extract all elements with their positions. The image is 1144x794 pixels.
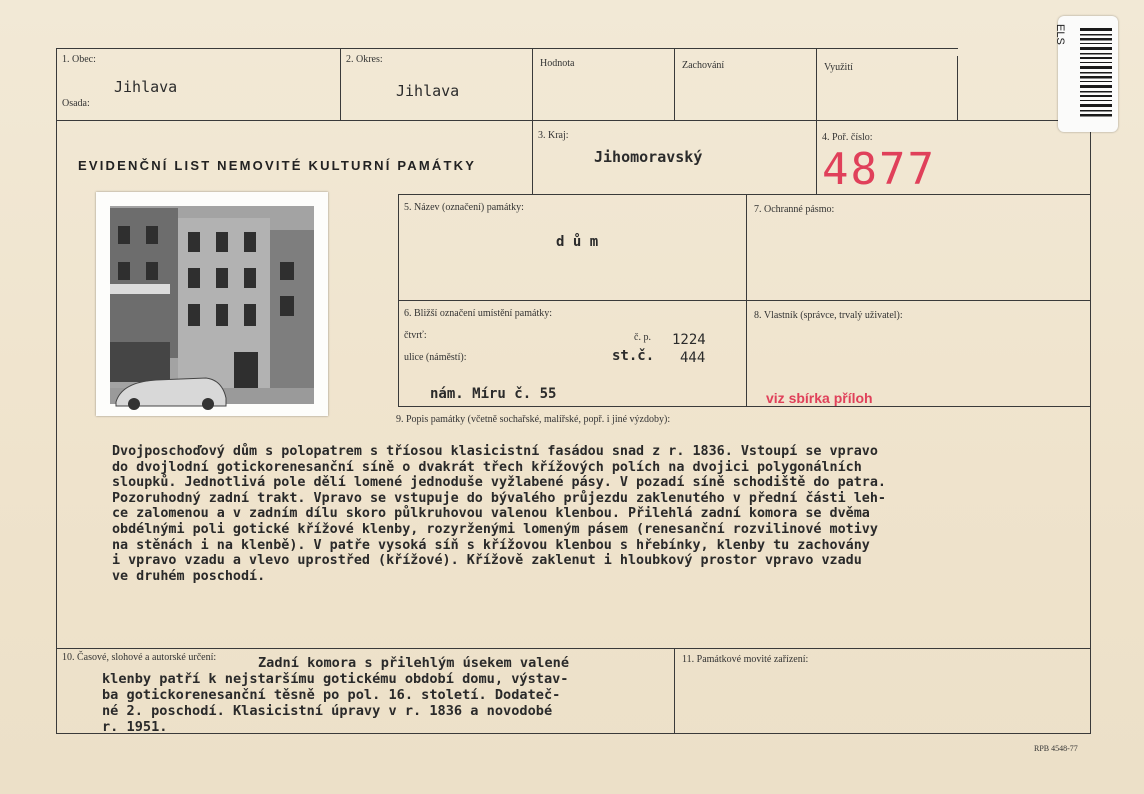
- casove-label: 10. Časové, slohové a autorské určení:: [62, 652, 217, 663]
- vlastnik-label: 8. Vlastník (správce, trvalý uživatel):: [754, 310, 903, 321]
- movite-label: 11. Památkové movité zařízení:: [682, 654, 809, 665]
- popis-line: ce zalomenou a v zadním dílu skoro půlkruhovou valenou klenbou. Přilehlá zadní komora se dvěma: [112, 506, 870, 522]
- rule-col-right-top: [957, 56, 958, 120]
- rule-header-bottom: [56, 120, 1090, 121]
- por-cislo-value: 4877: [822, 144, 936, 195]
- popis-line: i vpravo vzadu a vlevo uprostřed (křížové). Křížově zaklenut i hloubkový prostor vpravo vzadu: [112, 553, 862, 569]
- cp-value: 1224: [672, 332, 706, 348]
- address-value: nám. Míru č. 55: [430, 386, 557, 402]
- rule-col-okres: [340, 48, 341, 120]
- ochranne-pasmo-label: 7. Ochranné pásmo:: [754, 204, 835, 215]
- els-barcode-label: [1058, 16, 1118, 132]
- rule-right: [1090, 120, 1091, 734]
- hodnota-label: Hodnota: [540, 58, 575, 69]
- casove-line: klenby patří k nejstaršímu gotickému období domu, výstav-: [102, 671, 569, 687]
- obec-value: Jihlava: [114, 78, 178, 96]
- rule-col-zachovani: [674, 48, 675, 120]
- building-photo: [96, 192, 328, 416]
- kraj-label: 3. Kraj:: [538, 130, 569, 141]
- casove-line: né 2. poschodí. Klasicistní úpravy v r. 1836 a novodobé: [102, 703, 553, 719]
- popis-line: Pozoruhodný zadní trakt. Vpravo se vstupuje do bývalého průjezdu zaklenutého v přední části leh-: [112, 490, 886, 506]
- okres-label: 2. Okres:: [346, 54, 383, 65]
- rule-kraj-bottom: [398, 194, 1090, 195]
- nazev-label: 5. Název (označení) památky:: [404, 202, 524, 213]
- umisteni-label: 6. Bližší označení umístění památky:: [404, 308, 553, 319]
- footer-code: RPB 4548-77: [1034, 744, 1078, 753]
- els-label-text: ELS: [1054, 24, 1066, 45]
- popis-line: do dvojlodní gotickorenesanční síně o dvakrát třech křížových polích na dvojici polygonálních: [112, 459, 862, 475]
- rule-box-midline: [398, 300, 1090, 301]
- popis-line: sloupků. Jednotlivá pole dělí lomené jednoduše vyžlabené pásy. V pozadí síně schodiště do patra.: [112, 475, 886, 491]
- por-cislo-label: 4. Poř. číslo:: [822, 132, 873, 143]
- nazev-value: d ů m: [556, 234, 599, 250]
- cp-label: č. p.: [634, 332, 651, 343]
- kraj-value: Jihomoravský: [594, 148, 703, 166]
- popis-label: 9. Popis památky (včetně sochařské, malířské, popř. i jiné výzdoby):: [396, 414, 671, 425]
- rule-col-vyuziti: [816, 48, 817, 194]
- rule-box-bottom: [398, 406, 1090, 407]
- card-title: EVIDENČNÍ LIST NEMOVITÉ KULTURNÍ PAMÁTKY: [78, 158, 477, 173]
- barcode-icon: [1058, 16, 1118, 132]
- rule-bottom: [56, 733, 1090, 734]
- building-photo-image: [96, 192, 328, 416]
- popis-line: ve druhém poschodí.: [112, 568, 266, 584]
- osada-label: Osada:: [62, 98, 90, 109]
- zachovani-label: Zachování: [682, 60, 725, 71]
- stc-label: st.č.: [612, 348, 655, 364]
- okres-value: Jihlava: [396, 82, 460, 100]
- vyuziti-label: Využití: [824, 62, 853, 73]
- rule-col-movite: [674, 648, 675, 734]
- stc-value: 444: [680, 350, 706, 366]
- rule-left: [56, 48, 57, 734]
- ctvrt-label: čtvrť:: [404, 330, 427, 341]
- rule-popis-bottom: [56, 648, 1090, 649]
- popis-line: obdélnými poli gotické křížové klenby, rozyrženými lomeným pásem (renesanční rozvilinové motivy: [112, 521, 878, 537]
- rule-col-hodnota: [532, 48, 533, 194]
- rule-top: [56, 48, 958, 49]
- casove-line: r. 1951.: [102, 719, 168, 735]
- obec-label: 1. Obec:: [62, 54, 96, 65]
- ulice-label: ulice (náměstí):: [404, 352, 467, 363]
- casove-line: ba gotickorenesanční těsně po pol. 16. století. Dodateč-: [102, 687, 561, 703]
- popis-text: [112, 444, 1082, 584]
- popis-line: Dvojposchoďový dům s polopatrem s tříosou klasicistní fasádou snad z r. 1836. Vstoupí se vpravo: [112, 444, 878, 459]
- viz-sbirka-stamp: viz sbírka příloh: [766, 390, 873, 406]
- casove-line: Zadní komora s přilehlým úsekem valené: [258, 655, 569, 671]
- popis-line: na stěnách i na klenbě). V patře vysoká síň s křížovou klenbou s hřebínky, klenby tu zachovány: [112, 537, 870, 553]
